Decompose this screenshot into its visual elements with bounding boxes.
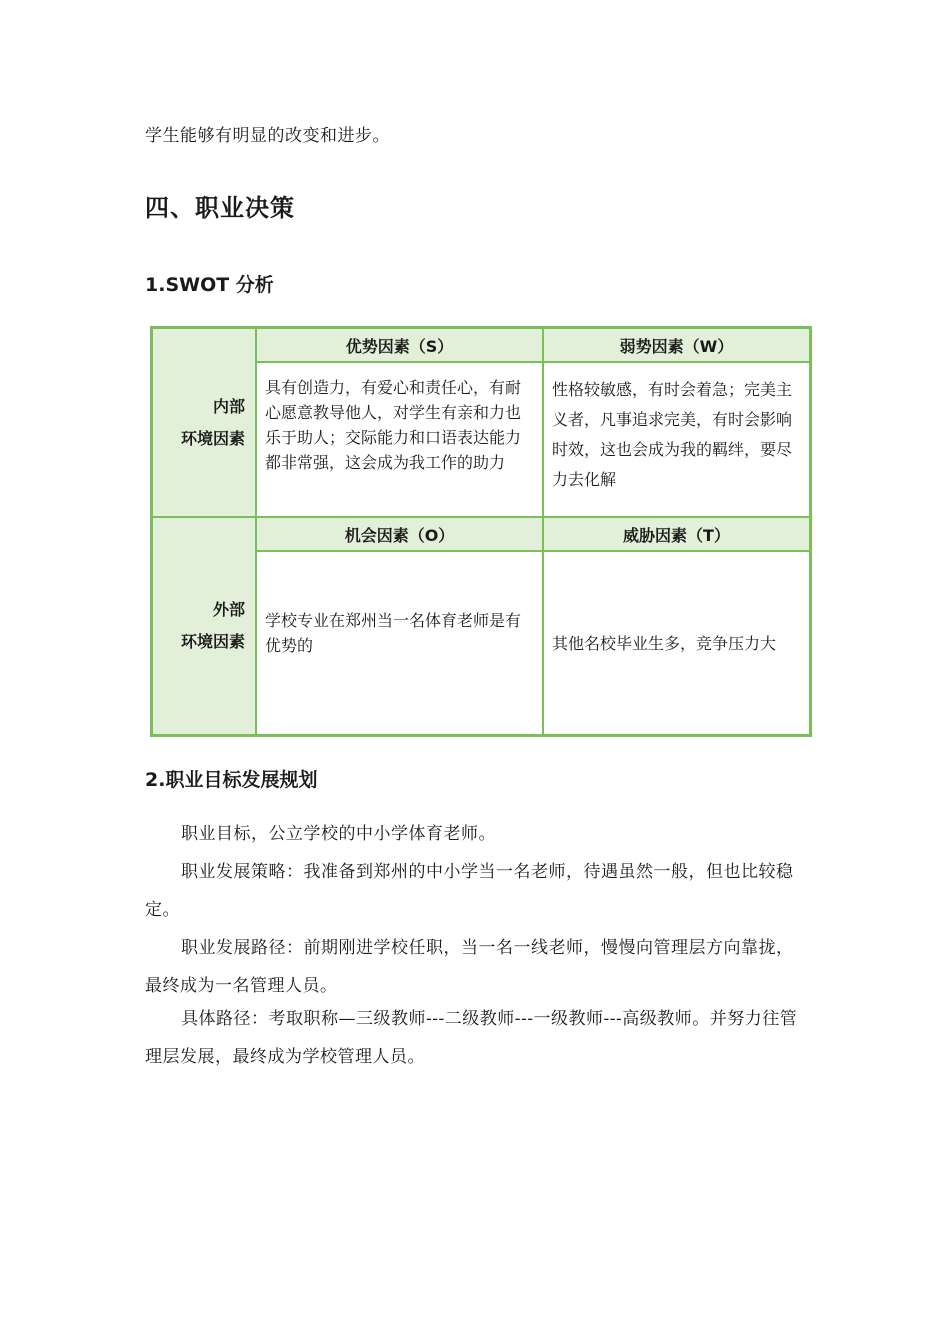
opportunity-header: 机会因素（O） (256, 517, 543, 551)
career-goal-paragraph: 职业目标，公立学校的中小学体育老师。 (181, 824, 496, 844)
strength-cell (256, 362, 543, 517)
career-path-paragraph: 职业发展路径：前期刚进学校任职，当一名一线老师，慢慢向管理层方向靠拢，最终成为一名管理人员。 (145, 938, 794, 996)
external-label-line2: 环境因素 (180, 632, 245, 651)
swot-heading: 1.SWOT 分析 (145, 274, 274, 296)
internal-label-line2: 环境因素 (180, 428, 245, 448)
strength-header: 优势因素（S） (256, 328, 543, 362)
threat-cell (543, 551, 810, 735)
swot-table (150, 326, 812, 737)
weakness-header: 弱势因素（W） (543, 328, 810, 362)
strength-text: 具有创造力，有爱心和责任心，有耐心愿意教导他人，对学生有亲和力也乐于助人；交际能力和口语表达能力都非常强，这会成为我工作的助力 (265, 378, 522, 472)
internal-label-line1: 内部 (212, 396, 245, 416)
external-label-line1: 外部 (212, 600, 245, 619)
weakness-text: 性格较敏感，有时会着急；完美主义者，凡事追求完美，有时会影响时效，这也会成为我的羁绊，要尽力去化解 (552, 380, 793, 489)
weakness-cell (543, 362, 810, 517)
internal-factors-label (152, 328, 256, 517)
external-factors-label (152, 517, 256, 735)
specific-path-paragraph: 具体路径：考取职称—三级教师---二级教师---一级教师---高级教师。并努力往管理层发展，最终成为学校管理人员。 (145, 1009, 798, 1067)
career-strategy-paragraph: 职业发展策略：我准备到郑州的中小学当一名老师，待遇虽然一般，但也比较稳定。 (145, 862, 794, 920)
opportunity-text: 学校专业在郑州当一名体育老师是有优势的 (265, 611, 522, 655)
threat-text: 其他名校毕业生多，竞争压力大 (552, 633, 777, 653)
intro-paragraph-tail: 学生能够有明显的改变和进步。 (145, 126, 390, 146)
section-title: 四、职业决策 (145, 194, 295, 222)
plan-heading: 2.职业目标发展规划 (145, 769, 318, 791)
opportunity-cell (256, 551, 543, 735)
threat-header: 威胁因素（T） (543, 517, 810, 551)
